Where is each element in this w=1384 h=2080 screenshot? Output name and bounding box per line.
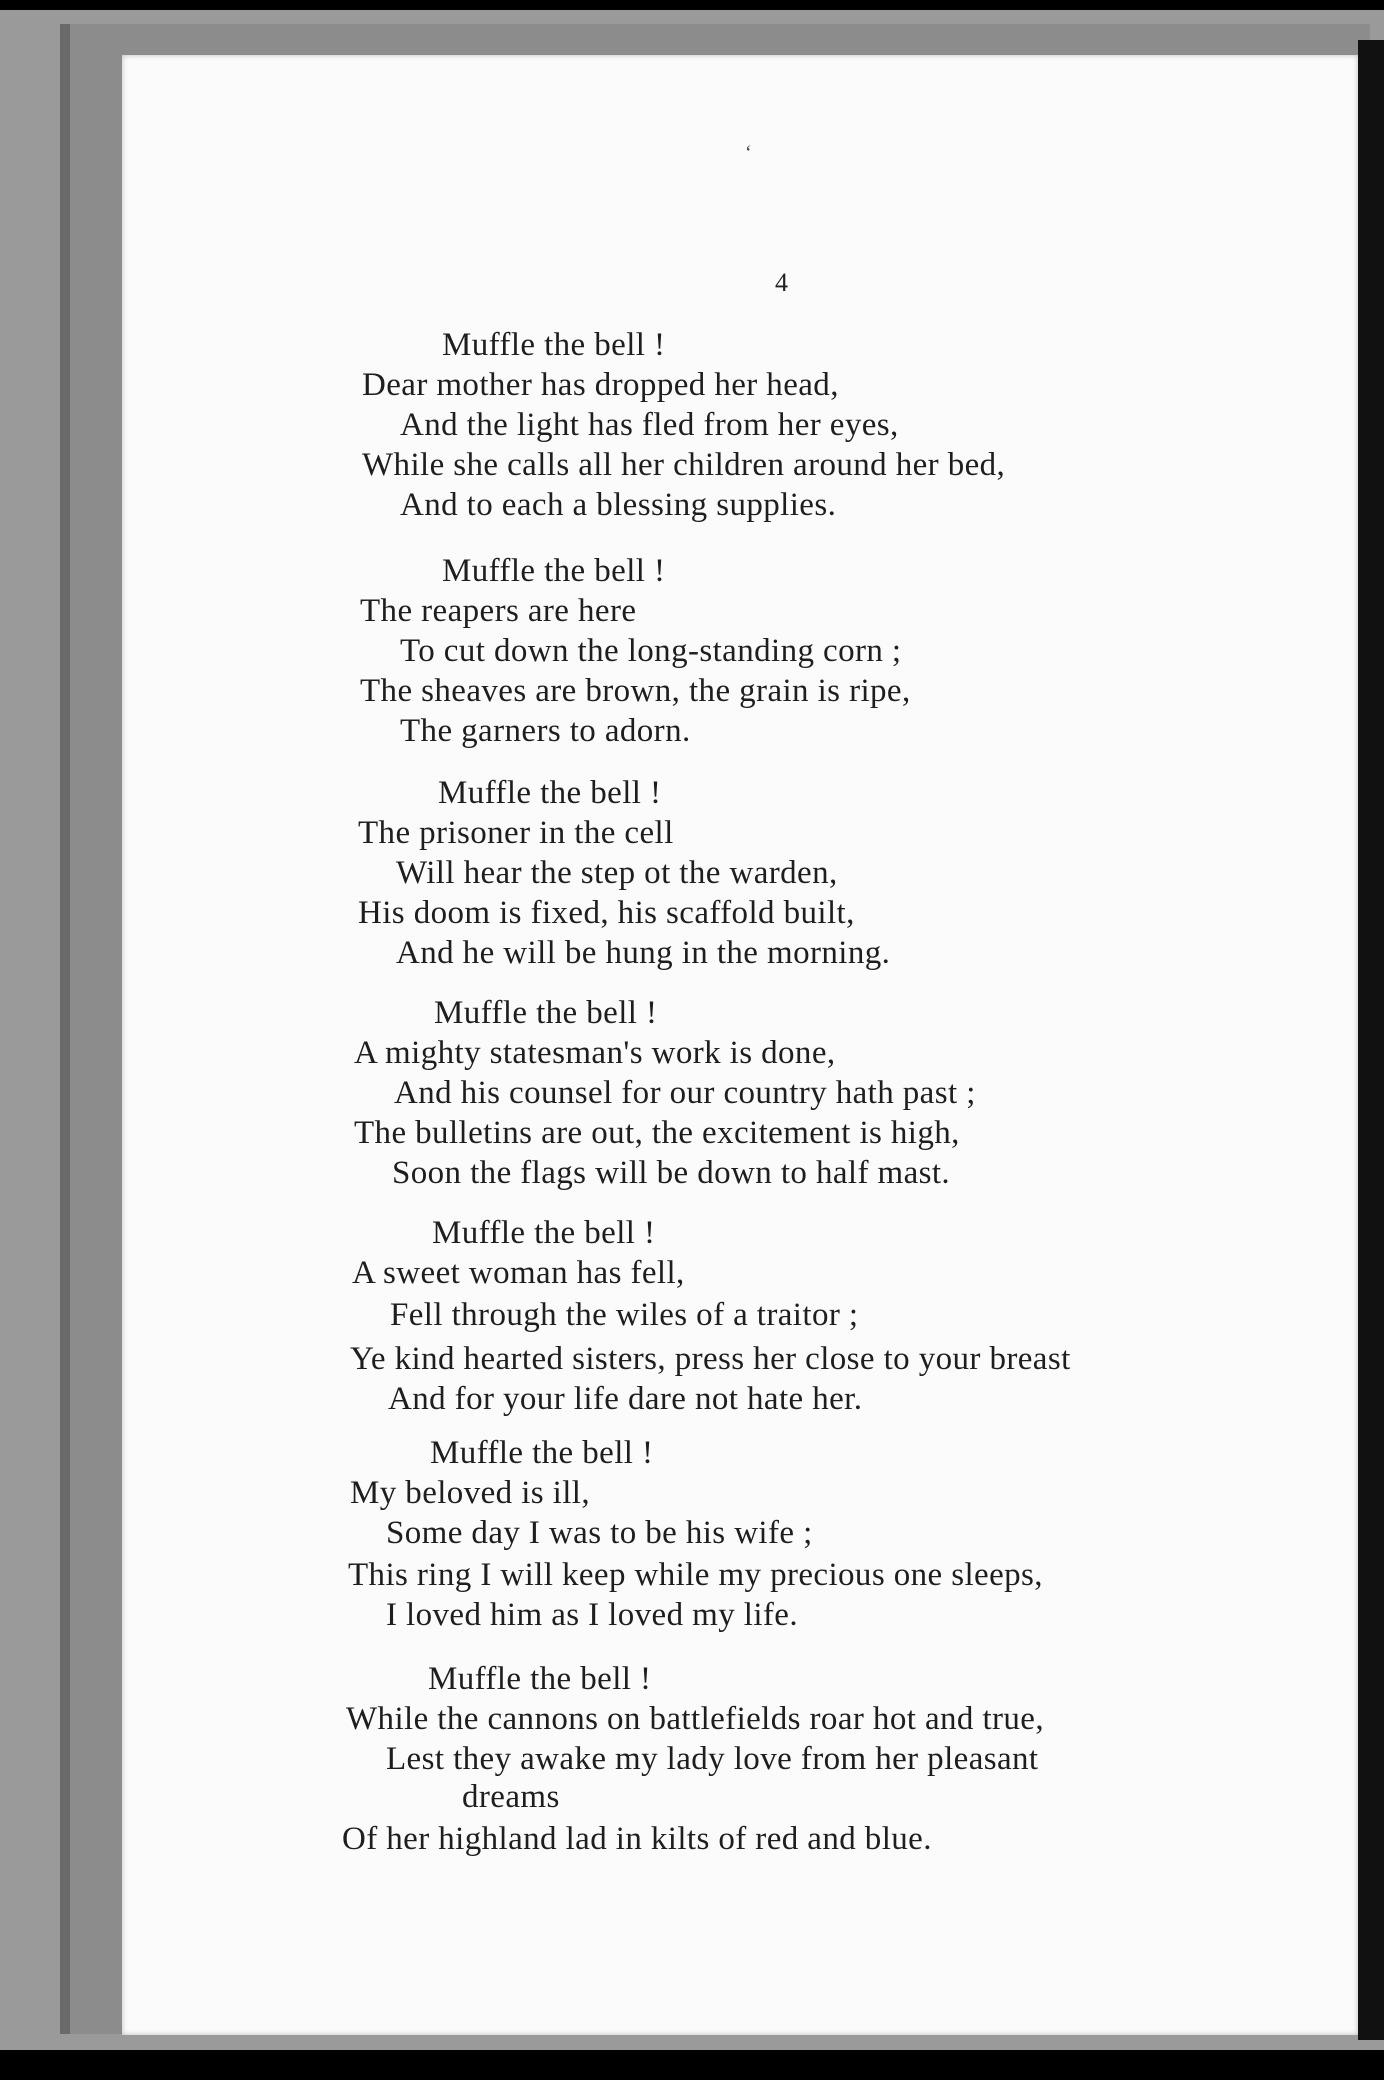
poem-line: Some day I was to be his wife ; [386, 1515, 813, 1551]
poem-line: A mighty statesman's work is done, [354, 1035, 836, 1071]
poem-line: And his counsel for our country hath past ; [394, 1075, 976, 1111]
poem-line: The reapers are here [360, 593, 637, 629]
ink-speck: ʻ [745, 142, 752, 164]
stanza-refrain: Muffle the bell ! [430, 1435, 654, 1471]
stanza-refrain: Muffle the bell ! [428, 1661, 652, 1697]
poem-line: Fell through the wiles of a traitor ; [390, 1297, 859, 1333]
poem-line: Soon the flags will be down to half mast. [392, 1155, 951, 1191]
stanza-refrain: Muffle the bell ! [442, 327, 666, 363]
poem-line: This ring I will keep while my precious one sleeps, [348, 1557, 1043, 1593]
poem-line: The sheaves are brown, the grain is ripe, [360, 673, 911, 709]
poem-line: I loved him as I loved my life. [386, 1597, 798, 1633]
poem-line: And the light has fled from her eyes, [400, 407, 899, 443]
page-number: 4 [775, 268, 788, 297]
poem-line: dreams [462, 1779, 560, 1815]
poem-line: His doom is fixed, his scaffold built, [358, 895, 855, 931]
poem-line: The bulletins are out, the excitement is high, [354, 1115, 960, 1151]
stanza-refrain: Muffle the bell ! [432, 1215, 656, 1251]
poem-line: And for your life dare not hate her. [388, 1381, 863, 1417]
poem-line: And to each a blessing supplies. [400, 487, 837, 523]
stanza-refrain: Muffle the bell ! [434, 995, 658, 1031]
poem-line: The garners to adorn. [400, 713, 691, 749]
page-edge [1358, 40, 1384, 2040]
poem-line: Dear mother has dropped her head, [362, 367, 839, 403]
poem-line: While she calls all her children around her bed, [362, 447, 1006, 483]
poem-line: Will hear the step ot the warden, [396, 855, 838, 891]
poem-line: While the cannons on battlefields roar hot and true, [346, 1701, 1044, 1737]
stanza-refrain: Muffle the bell ! [442, 553, 666, 589]
poem-line: Lest they awake my lady love from her pleasant [386, 1741, 1039, 1777]
poem-line: And he will be hung in the morning. [396, 935, 891, 971]
poem-line: To cut down the long-standing corn ; [400, 633, 902, 669]
poem-line: The prisoner in the cell [358, 815, 674, 851]
poem-line: My beloved is ill, [350, 1475, 591, 1511]
poem-line: A sweet woman has fell, [352, 1255, 685, 1291]
poem-line: Ye kind hearted sisters, press her close to your breast [350, 1341, 1071, 1377]
stanza-refrain: Muffle the bell ! [438, 775, 662, 811]
poem-line: Of her highland lad in kilts of red and blue. [342, 1821, 932, 1857]
